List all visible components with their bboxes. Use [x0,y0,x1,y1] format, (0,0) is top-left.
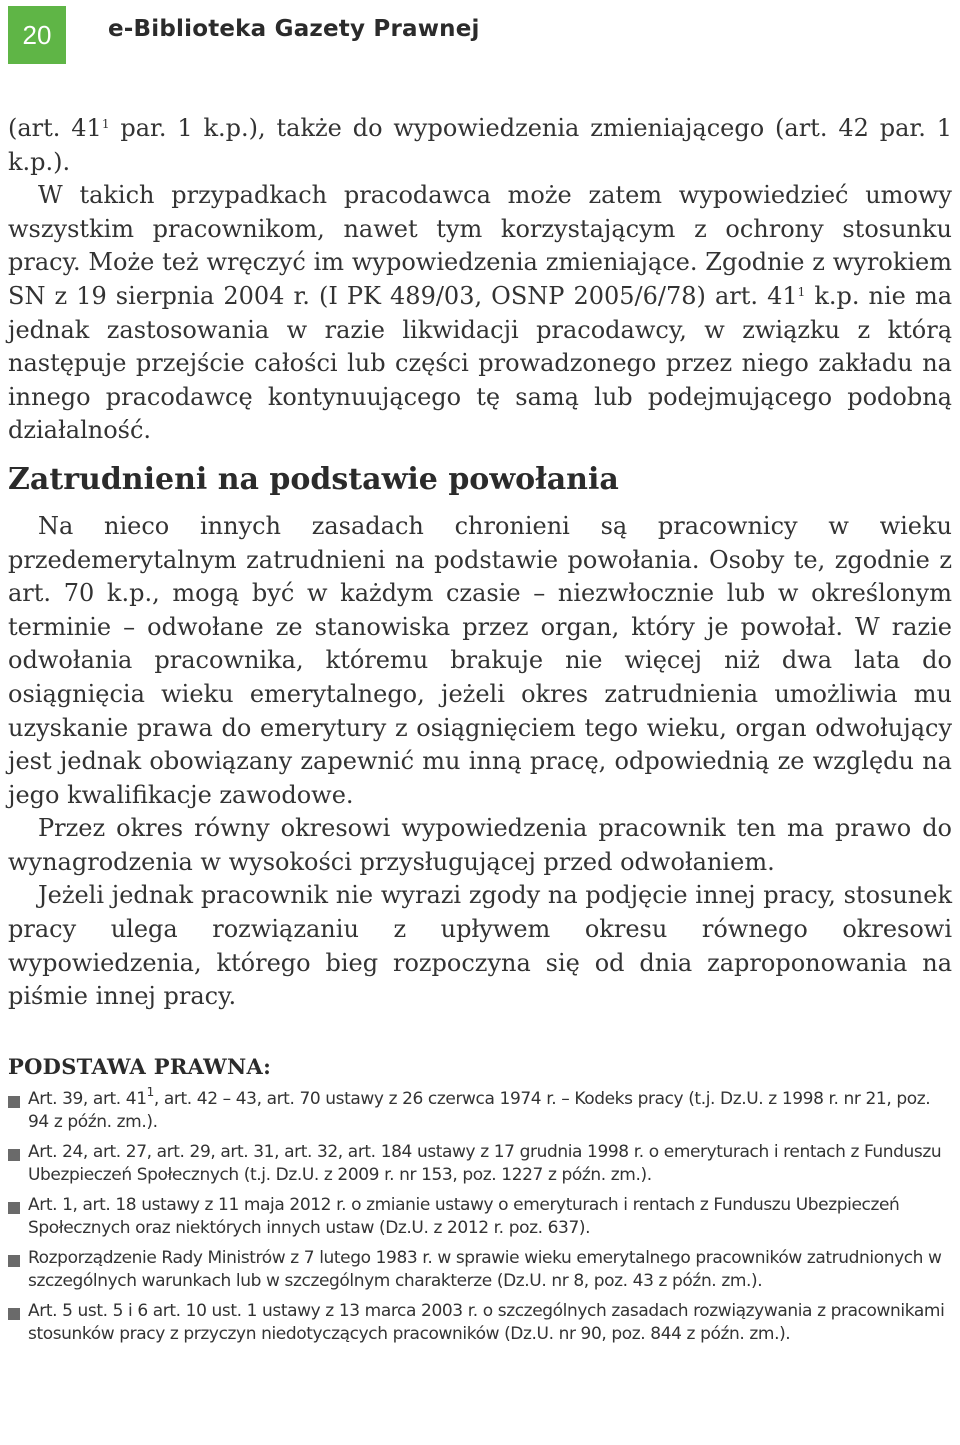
legal-basis-heading: PODSTAWA PRAWNA: [8,1053,272,1079]
legal-basis-item: Art. 5 ust. 5 i 6 art. 10 ust. 1 ustawy z 13 marca 2003 r. o szczególnych zasadach rozwiązywania z pracownikami stosunków pracy z przyczyn niedotyczących pracowników (Dz.U. nr 90, poz. 844 z późn. zm.). [8,1300,952,1347]
square-bullet-icon [8,1255,20,1267]
page-number-badge: 20 [8,6,66,64]
section-heading: Zatrudnieni na podstawie powołania [8,461,619,497]
page-header [0,0,960,70]
square-bullet-icon [8,1308,20,1320]
legal-basis-item: Art. 39, art. $41^1$, art. 42 – 43, art. 70 ustawy z 26 czerwca 1974 r. – Kodeks pracy (t.j. Dz.U. z 1998 r. nr 21, poz. 94 z późn. zm.). [8,1088,952,1135]
paragraph-remuneration: Przez okres równy okresowi wypowiedzenia pracownik ten ma prawo do wynagrodzenia w wysokości przysługującej przed odwołaniem. [8,814,952,876]
legal-basis-item: Art. 24, art. 27, art. 29, art. 31, art. 32, art. 184 ustawy z 17 grudnia 1998 r. o emeryturach i rentach z Funduszu Ubezpieczeń Społecznych (t.j. Dz.U. z 2009 r. nr 153, poz. 1227 z późn. zm.). [8,1141,952,1188]
square-bullet-icon [8,1096,20,1108]
legal-basis-item: Art. 1, art. 18 ustawy z 11 maja 2012 r. o zmianie ustawy o emeryturach i rentach z Funduszu Ubezpieczeń Społecznych oraz niektórych innych ustaw (Dz.U. z 2012 r. poz. 637). [8,1194,952,1241]
paragraph-continuation: (art. $41^1$ par. 1 k.p.), także do wypowiedzenia zmieniającego (art. 42 par. 1 k.p.). [8,114,952,176]
square-bullet-icon [8,1202,20,1214]
paragraph-appointment: Na nieco innych zasadach chronieni są pracownicy w wieku przedemerytalnym zatrudnieni na podstawie powołania. Osoby te, zgodnie z art. 70 k.p., mogą być w każdym czasie – niezwłocznie lub w określonym terminie – odwołane ze stanowiska przez organ, który je powołał. W razie odwołania pracownika, któremu brakuje nie więcej niż dwa lata do osiągnięcia wieku emerytalnego, jeżeli okres zatrudnienia umożliwia mu uzyskanie prawa do emerytury z osiągnięciem tego wieku, organ odwołujący jest jednak obowiązany zapewnić mu inną pracę, odpowiednią ze względu na jego kwalifikacje zawodowe. [8,511,952,809]
article-body [8,112,952,1014]
paragraph-dismissal: W takich przypadkach pracodawca może zatem wypowiedzieć umowy wszystkim pracownikom, nawet tym korzystającym z ochrony stosunku pracy. Może też wręczyć im wypowiedzenia zmieniające. Zgodnie z wyrokiem SN z 19 sierpnia 2004 r. (I PK 489/03, OSNP 2005/6/78) art. $41^1$ k.p. nie ma jednak zastosowania w razie likwidacji pracodawcy, w związku z którą następuje przejście całości lub części prowadzonego przez niego zakładu na innego pracodawcę kontynuującego tę samą lub podejmującego podobną działalność. [8,181,953,445]
legal-basis-list [8,1084,952,1347]
paragraph-termination: Jeżeli jednak pracownik nie wyrazi zgody na podjęcie innej pracy, stosunek pracy ulega rozwiązaniu z upływem okresu równego okresowi wypowiedzenia, którego bieg rozpoczyna się od dnia zaproponowania na piśmie innej pracy. [8,881,952,1011]
publication-title: e-Biblioteka Gazety Prawnej [108,16,480,42]
article-content [8,112,952,1353]
square-bullet-icon [8,1149,20,1161]
legal-basis-item: Rozporządzenie Rady Ministrów z 7 lutego 1983 r. w sprawie wieku emerytalnego pracowników zatrudnionych w szczególnych warunkach lub w szczególnym charakterze (Dz.U. nr 8, poz. 43 z późn. zm.). [8,1247,952,1294]
